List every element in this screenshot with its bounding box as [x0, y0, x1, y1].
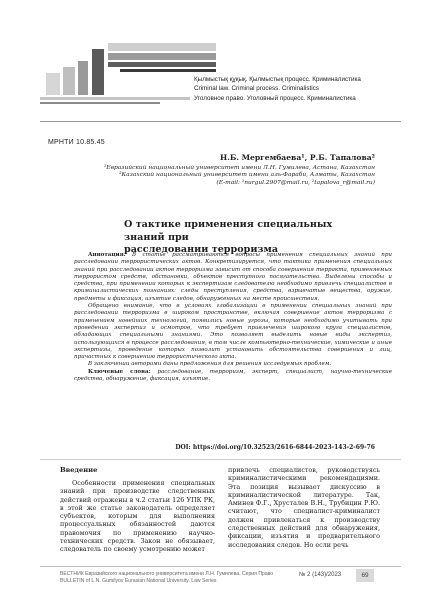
issue-number: № 2 (143)/2023: [299, 572, 342, 578]
section-label-ru: Уголовное право. Уголовный процесс. Криминалистика: [194, 94, 356, 102]
section-labels: [194, 75, 404, 103]
journal-name-ru: ВЕСТНИК Евразийского национального университета имени Л.Н. Гумилева. Серия Право: [60, 571, 274, 577]
keywords-label: Ключевые слова:: [88, 368, 151, 375]
affiliation-2: ²Казахский национальный университет имени аль-Фараби, Алматы, Казахстан: [119, 172, 375, 179]
author-emails: (E-mail: ¹nurgul.2907@mail.ru, ²tapalova_r@mail.ru): [216, 179, 375, 186]
abstract-divider: [40, 459, 401, 460]
section-label-kk: Қылмыстық құқық. Қылмыстық процесс. Криминалистика: [194, 76, 361, 83]
keywords-text: расследование, терроризм, эксперт, специалист, научно-технические средства, обнаружение, фиксация, изъятие.: [74, 368, 393, 383]
footer-divider: [40, 566, 401, 567]
mrnti-code: МРНТИ 10.85.45: [48, 139, 105, 146]
section-label-en: Criminal law. Criminal process. Criminalistics: [194, 85, 319, 93]
body-left-text: Особенности применения специальных знаний при производстве следственных действий отражены в ч.2 статьи 126 УПК РК, в этой же статье законодатель определяет субъектов, которым для выполнения процессуальных обязанностей даются правомочия по применению научно-технических средств. Закон не обязывает, следователь по своему усмотрению может: [60, 479, 215, 554]
abstract-label: Аннотация.: [88, 252, 126, 258]
body-column-left: [60, 479, 215, 554]
article-title-line-1: О тактике применения специальных знаний при: [124, 219, 333, 243]
author-affiliations: [104, 165, 375, 187]
article-authors: Н.Б. Мергембаева¹, Р.Б. Тапалова²: [220, 153, 375, 162]
journal-header-graphic: [40, 33, 220, 111]
article-title-line-2: расследовании терроризма: [124, 244, 279, 255]
abstract-paragraph-3: В заключении авторами даны предложения для решения исследуемых проблем.: [88, 361, 332, 368]
abstract-paragraph-2: Обращено внимание, что в условиях глобализации в применении специальных знаний при расследовании терроризма в широком пространстве, включая совершение актов терроризма с применением новейших технологий, появились новые угрозы, которые необходимо учитывать при проведении экспертиз и осмотров, что требует привлечения широкого круга специалистов, обладающих специальными знаниями. Это позволяет выделить новые виды экспертиз, использующихся в процессе расследования, в том числе компьютерно-технические, химические и иные экспертизы, проведение которых позволит установить обстоятельства совершения и лиц, причастных к совершению террористического акта.: [74, 303, 392, 361]
abstract-paragraph-1: [74, 252, 392, 303]
affiliation-1: ¹Евразийский национальный университет имени Л.Н. Гумилева, Астана, Казахстан: [103, 165, 375, 171]
journal-name-footer: [60, 571, 273, 585]
journal-name-en: BULLETIN of L.N. Gumilyov Eurasian National University. Law Series: [60, 578, 217, 584]
doi-link[interactable]: DOI: https://doi.org/10.32523/2616-6844-2023-143-2-69-76: [175, 444, 375, 451]
header-divider: [40, 121, 401, 122]
abstract-text-1: В статье рассматриваются вопросы применения специальных знаний при расследовании террористических актов. Конкретизируется, что тактика применения специальных знаний при расследовании актов терроризма зависит от способа совершения терракта, применяемых террористом средств, обстановки, объектов преступного посягательства. Выделены способы и средства, при применении которых к экспертизам следователю необходимо привлечь специалистов в криминалистических познаниях: следы преступления, средства, взрывчатые вещества, оружие, предметы и фиксация, изъятие следов, обнаруженных на месте происшествия.: [74, 252, 392, 302]
intro-heading: Введение: [60, 466, 98, 474]
body-right-text: привлечь специалистов, руководствуясь криминалистическими рекомендациями. Эта позиция вызывает дискуссию в криминалистической литературе. Так, Аминев Ф.Г., Хрусталев В.Н., Трубицин Р.Ю. считают, что специалист-криминалист должен привлекаться к производству следственных действий для обнаружения, фиксации, изъятия и предварительного исследования следов. Но если речь: [228, 466, 380, 549]
abstract-block: [74, 252, 392, 383]
body-column-right: [228, 466, 380, 549]
article-title: [124, 219, 364, 257]
keywords-paragraph: [74, 369, 392, 384]
page-number: 69: [356, 569, 374, 582]
